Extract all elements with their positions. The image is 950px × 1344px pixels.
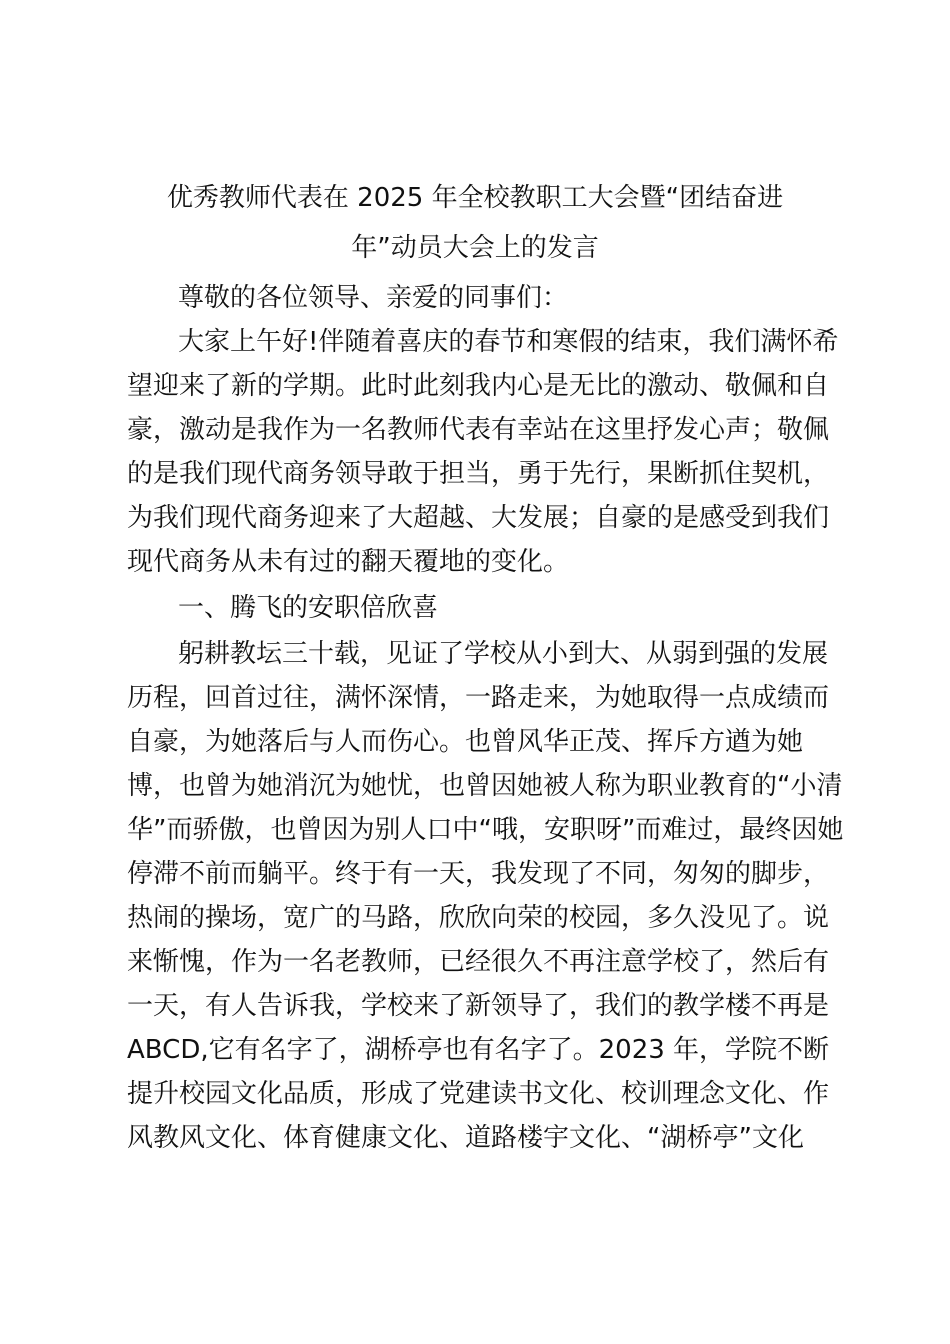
body-line-18: ABCD,它有名字了，湖桥亭也有名字了。2023 年，学院不断 xyxy=(127,1035,830,1065)
body-line-15: 热闹的操场，宽广的马路，欣欣向荣的校园，多久没见了。说 xyxy=(127,903,830,933)
body-line-13: 华”而骄傲，也曾因为别人口中“哦，安职呀”而难过，最终因她 xyxy=(127,815,844,845)
body-line-9: 躬耕教坛三十载，见证了学校从小到大、从弱到强的发展 xyxy=(178,639,829,669)
body-line-19: 提升校园文化品质，形成了党建读书文化、校训理念文化、作 xyxy=(127,1079,830,1109)
document-title-line-2: 年”动员大会上的发言 xyxy=(351,233,599,263)
body-line-17: 一天，有人告诉我，学校来了新领导了，我们的教学楼不再是 xyxy=(127,991,830,1021)
body-line-7: 现代商务从未有过的翻天覆地的变化。 xyxy=(127,547,570,577)
body-line-4: 豪，激动是我作为一名教师代表有幸站在这里抒发心声；敬佩 xyxy=(127,415,830,445)
body-line-5: 的是我们现代商务领导敢于担当，勇于先行，果断抓住契机， xyxy=(127,459,830,489)
body-line-20: 风教风文化、体育健康文化、道路楼宇文化、“湖桥亭”文化 xyxy=(127,1123,804,1153)
body-line-10: 历程，回首过往，满怀深情，一路走来，为她取得一点成绩而 xyxy=(127,683,830,713)
body-line-3: 望迎来了新的学期。此时此刻我内心是无比的激动、敬佩和自 xyxy=(127,371,830,401)
document-title-line-1: 优秀教师代表在 2025 年全校教职工大会暨“团结奋进 xyxy=(166,183,784,213)
body-line-1: 尊敬的各位领导、亲爱的同事们： xyxy=(178,283,569,313)
body-line-6: 为我们现代商务迎来了大超越、大发展；自豪的是感受到我们 xyxy=(127,503,830,533)
body-line-16: 来惭愧，作为一名老教师，已经很久不再注意学校了，然后有 xyxy=(127,947,830,977)
body-line-14: 停滞不前而躺平。终于有一天，我发现了不同，匆匆的脚步， xyxy=(127,859,830,889)
body-line-2: 大家上午好!伴随着喜庆的春节和寒假的结束，我们满怀希 xyxy=(178,327,839,357)
section-heading-1: 一、腾飞的安职倍欣喜 xyxy=(178,593,439,623)
body-line-11: 自豪，为她落后与人而伤心。也曾风华正茂、挥斥方遒为她 xyxy=(127,727,804,757)
body-line-12: 博，也曾为她消沉为她忧，也曾因她被人称为职业教育的“小清 xyxy=(127,771,843,801)
